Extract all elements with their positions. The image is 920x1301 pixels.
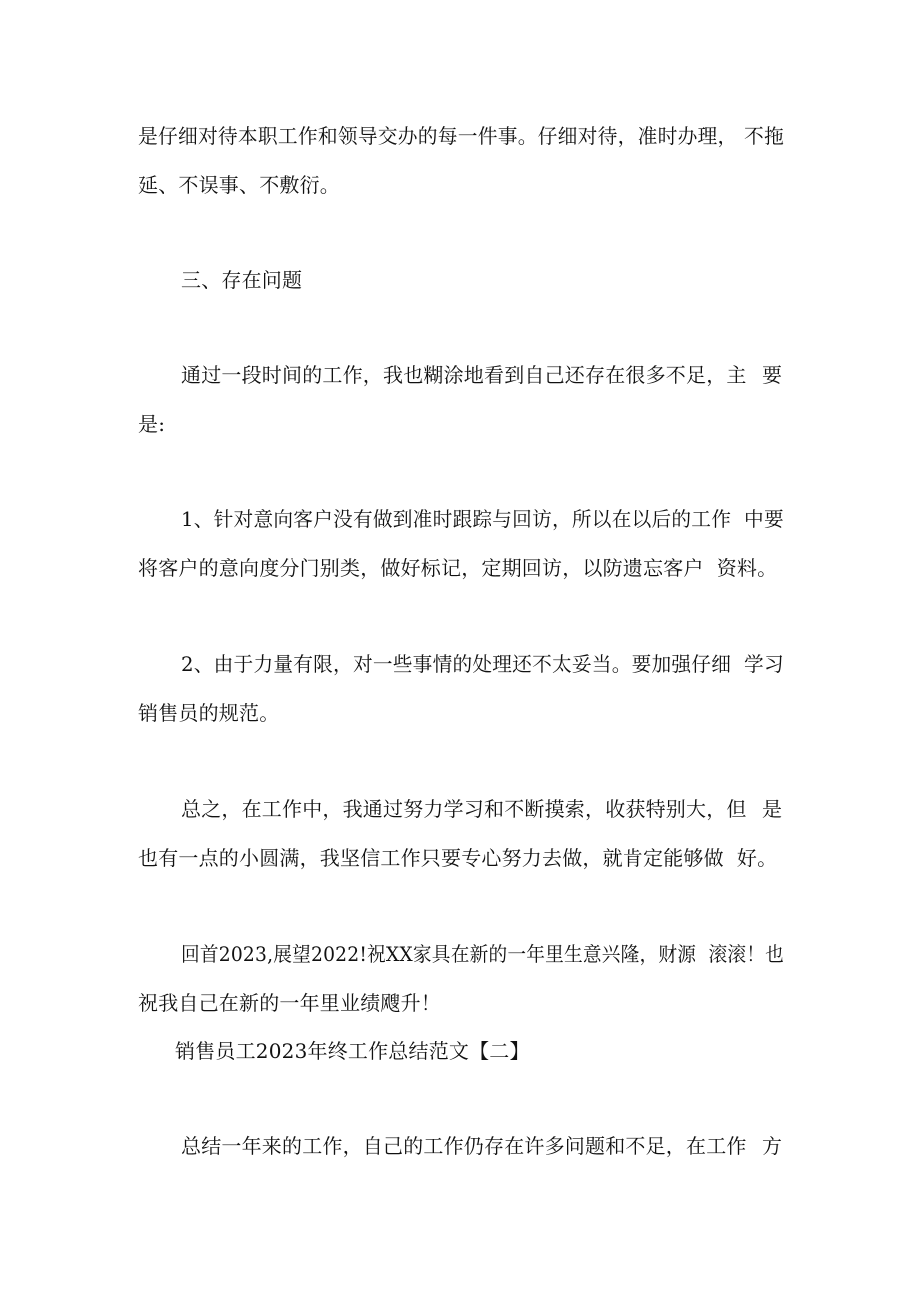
paragraph-line: 是: [138, 412, 166, 436]
paragraph-line: 祝我自己在新的一年里业绩飕升！ [138, 991, 441, 1015]
paragraph-line: 是仔细对待本职工作和领导交办的每一件事。仔细对待，准时办理， 不拖 [138, 124, 784, 148]
paragraph-line-tail: 要 [762, 363, 783, 387]
paragraph-line: 总结一年来的工作，自己的工作仍存在许多问题和不足，在工作 [181, 1134, 747, 1158]
list-item-line: 1、针对意向客户没有做到准时跟踪与回访，所以在以后的工作 中要 [181, 507, 784, 531]
document-subtitle: 销售员工2023年终工作总结范文【二】 [175, 1039, 530, 1063]
section-heading: 三、存在问题 [181, 268, 303, 292]
paragraph-line: 通过一段时间的工作，我也糊涂地看到自己还存在很多不足，主 [181, 363, 747, 387]
list-item-line: 销售员的规范。 [138, 701, 280, 725]
paragraph-line-tail: 方 [762, 1134, 783, 1158]
list-item-line: 将客户的意向度分门别类，做好标记，定期回访，以防遗忘客户 资料。 [138, 556, 778, 580]
paragraph-line: 也有一点的小圆满，我坚信工作只要专心努力去做，就肯定能够做 好。 [138, 846, 778, 870]
paragraph-line-tail: 是 [762, 797, 783, 821]
list-item-line: 2、由于力量有限，对一些事情的处理还不太妥当。要加强仔细 学习 [181, 652, 784, 676]
paragraph-line: 总之，在工作中，我通过努力学习和不断摸索，收获特别大，但 [181, 797, 747, 821]
paragraph-line: 延、不误事、不敷衍。 [138, 173, 340, 197]
paragraph-line: 回首2023,展望2022!祝XX家具在新的一年里生意兴隆，财源 滚滚！也 [181, 942, 784, 966]
